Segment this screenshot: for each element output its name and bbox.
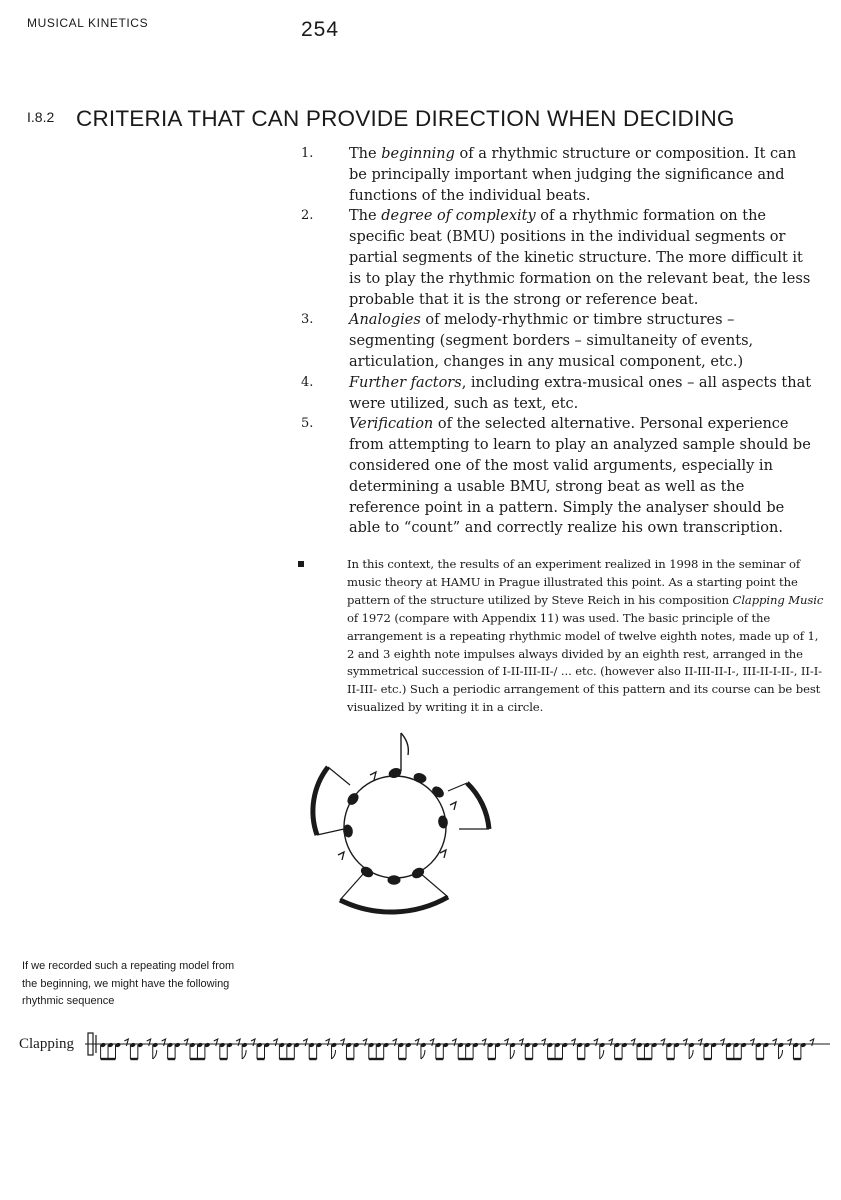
note-head [410, 866, 426, 881]
criterion-text: , including extra-musical ones – all aspects that were utilized, such as text, etc. [349, 374, 812, 412]
eighth-rest [594, 1039, 598, 1046]
eighth-rest [415, 1039, 419, 1046]
page-number: 254 [301, 18, 340, 41]
criterion-keyword: Further factors [349, 374, 462, 391]
criterion-item [298, 144, 818, 206]
eighth-rest [236, 1039, 240, 1046]
note-flag [779, 1050, 783, 1059]
composition-title: Clapping Music [732, 592, 824, 607]
note-flag [600, 1050, 604, 1059]
eighth-rest [340, 1039, 344, 1046]
criterion-number: 2. [301, 208, 314, 224]
eighth-rest [609, 1039, 613, 1046]
note-head [437, 815, 449, 829]
criterion-number: 3. [301, 312, 314, 328]
rest-mark [440, 850, 446, 858]
eighth-rest [482, 1039, 486, 1046]
note-flag [153, 1050, 157, 1059]
criterion-text: of a rhythmic formation on the specific beat (BMU) positions in the individual segments or partial segments of the kinetic structure. The more difficult it is to play the rhythmic formation on the relevant beat, the less probable that it is the strong or reference beat. [349, 208, 811, 308]
eighth-rest [147, 1039, 151, 1046]
eighth-rest [162, 1039, 166, 1046]
criterion-item [298, 414, 818, 539]
segment-bracket-right [448, 783, 489, 829]
eighth-rest [750, 1039, 754, 1046]
rest-mark [370, 772, 376, 780]
note-head [388, 875, 401, 885]
eighth-rest [787, 1039, 791, 1046]
criterion-text: of melody-rhythmic or timbre structures – segmenting (segment borders – simultaneity of events, articulation, changes in any musical component, etc.) [349, 312, 754, 370]
note-head [359, 865, 375, 880]
eighth-rest [631, 1039, 635, 1046]
eighth-rest [430, 1039, 434, 1046]
eighth-rest [251, 1039, 255, 1046]
eighth-rest [184, 1039, 188, 1046]
eighth-rest [504, 1039, 508, 1046]
criterion-number: 4. [301, 374, 314, 390]
note-flag [510, 1050, 514, 1059]
note-head [412, 772, 427, 785]
sequence-caption: If we recorded such a repeating model from the beginning, we might have the following rhythmic sequence [22, 960, 235, 1007]
note-text [347, 556, 828, 717]
eighth-rest [273, 1039, 277, 1046]
segment-brackets [313, 767, 489, 912]
criterion-keyword: beginning [381, 146, 455, 162]
square-bullet-icon [298, 561, 304, 567]
criteria-list [298, 144, 818, 539]
note-flag [689, 1050, 693, 1059]
criterion-text: of a rhythmic structure or composition. It can be principally important when judging the significance and functions of the individual beats. [349, 146, 797, 204]
rhythm-sequence-staff [85, 1018, 830, 1078]
staff-label: Clapping [19, 1036, 74, 1052]
pattern-circle [344, 776, 446, 878]
criterion-keyword: Analogies [349, 312, 421, 329]
note-text-end: of 1972 (compare with Appendix 11) was used. The basic principle of the arrangement is a repeating rhythmic model of twelve eighth notes, made up of 1, 2 and 3 eighth note impulses always divided by an eighth rest, arranged in the symmetrical succession of I-II-III-II-/ ... etc. (however also II-III-II-I-, III-II-I-II-, II-I-II-III- etc.) Such a periodic arrangement of this pattern and its course can be best visualized by writing it in a circle. [347, 610, 823, 715]
eighth-rest [326, 1039, 330, 1046]
eighth-rest [452, 1039, 456, 1046]
eighth-rest [542, 1039, 546, 1046]
eighth-rest [773, 1039, 777, 1046]
rest-marks [338, 772, 456, 860]
rest-mark [338, 852, 344, 860]
eighth-rest [363, 1039, 367, 1046]
rest-mark [450, 802, 456, 810]
criterion-item [298, 310, 818, 372]
criterion-text-start: The [349, 146, 382, 162]
note-head [345, 791, 361, 807]
note-flag [242, 1050, 246, 1059]
experiment-note [298, 556, 828, 717]
running-head: MUSICAL KINETICS [27, 16, 149, 30]
eighth-note-stem [401, 733, 408, 771]
section-number: I.8.2 [27, 109, 55, 125]
criterion-keyword: degree of complexity [381, 208, 536, 225]
criterion-item [298, 373, 818, 415]
note-heads [342, 766, 449, 885]
eighth-rest [214, 1039, 218, 1046]
criterion-number: 1. [301, 146, 314, 161]
eighth-rest [720, 1039, 724, 1046]
eighth-rest [683, 1039, 687, 1046]
note-flag [332, 1050, 336, 1059]
criterion-text-start: The [349, 208, 382, 225]
eighth-rest [571, 1039, 575, 1046]
criterion-keyword: Verification [349, 416, 434, 433]
criterion-item [298, 206, 818, 310]
eighth-rest [393, 1039, 397, 1046]
eighth-rest [661, 1039, 665, 1046]
eighth-rest [698, 1039, 702, 1046]
criterion-text: of the selected alternative. Personal experience from attempting to learn to play an analyzed sample should be considered one of the most valid arguments, especially in determining a usable BMU, strong beat as well as the reference point in a pattern. Simply the analyser should be able to “count” and correctly realize his own transcription. [349, 416, 811, 537]
section-title: CRITERIA THAT CAN PROVIDE DIRECTION WHEN DECIDING [76, 106, 735, 131]
note-text-start: In this context, the results of an experiment realized in 1998 in the seminar of music theory at HAMU in Prague illustrated this point. As a starting point the pattern of the structure utilized by Steve Reich in his composition [347, 557, 801, 607]
eighth-rest [810, 1039, 814, 1046]
eighth-rest [124, 1039, 128, 1046]
eighth-rest [303, 1039, 307, 1046]
note-flag [421, 1050, 425, 1059]
eighth-rest [519, 1039, 523, 1046]
criterion-number: 5. [301, 416, 314, 432]
rhythm-circle-diagram [290, 725, 500, 925]
